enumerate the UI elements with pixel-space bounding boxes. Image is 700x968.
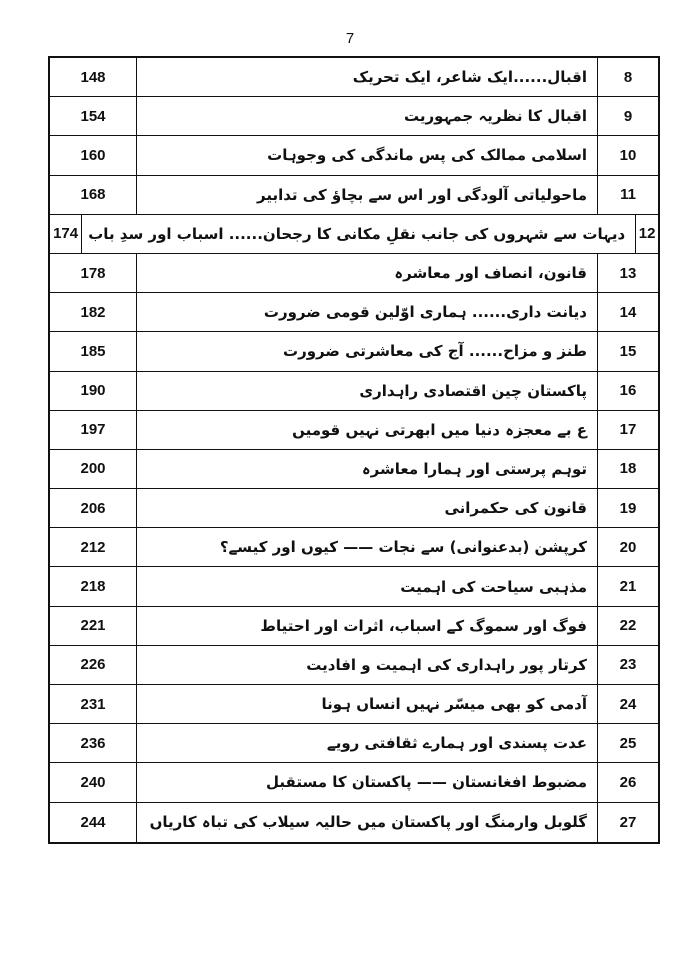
chapter-number-cell: 18 <box>619 460 637 478</box>
chapter-title-cell: طنز و مزاح...... آج کی معاشرتی ضرورت <box>137 332 598 370</box>
chapter-title-cell: اسلامی ممالک کی پس ماندگی کی وجوہات <box>137 136 598 174</box>
table-row <box>50 646 658 685</box>
chapter-number-cell: 23 <box>619 656 637 674</box>
chapter-title-cell: اقبال......ایک شاعر، ایک تحریک <box>137 58 598 96</box>
chapter-title-cell: فوگ اور سموگ کے اسباب، اثرات اور احتیاط <box>137 607 598 645</box>
page-reference-cell: 190 <box>50 372 137 410</box>
page-reference-cell: 226 <box>50 646 137 684</box>
table-row <box>50 411 658 450</box>
chapter-title-cell: ع بے معجزہ دنیا میں ابھرتی نہیں قومیں <box>137 411 598 449</box>
page-reference-cell: 174 <box>50 215 82 253</box>
table-row <box>50 489 658 528</box>
table-row <box>50 803 658 842</box>
page-reference-cell: 206 <box>50 489 137 527</box>
page-number: 7 <box>345 30 355 47</box>
page-reference-cell: 218 <box>50 567 137 605</box>
chapter-number-cell: 15 <box>619 342 637 360</box>
table-row <box>50 567 658 606</box>
chapter-title-cell: گلوبل وارمنگ اور پاکستان میں حالیہ سیلاب کی تباہ کاریاں <box>137 803 598 842</box>
page-reference-cell: 236 <box>50 724 137 762</box>
chapter-number-cell: 19 <box>619 499 637 517</box>
chapter-title-cell: پاکستان چین اقتصادی راہداری <box>137 372 598 410</box>
chapter-title-cell: قانون، انصاف اور معاشرہ <box>137 254 598 292</box>
chapter-number-cell: 8 <box>623 68 633 86</box>
table-of-contents <box>48 56 660 844</box>
chapter-number-cell: 25 <box>619 734 637 752</box>
table-row <box>50 724 658 763</box>
table-row <box>50 97 658 136</box>
chapter-number-cell: 26 <box>619 773 637 791</box>
chapter-title-cell: مذہبی سیاحت کی اہمیت <box>137 567 598 605</box>
chapter-number-cell: 16 <box>619 382 637 400</box>
page-reference-cell: 168 <box>50 176 137 214</box>
table-row <box>50 215 658 254</box>
chapter-number-cell: 14 <box>619 303 637 321</box>
chapter-number-cell: 11 <box>620 186 636 204</box>
table-row <box>50 332 658 371</box>
chapter-number-cell: 17 <box>619 421 637 439</box>
page-reference-cell: 148 <box>50 58 137 96</box>
table-row <box>50 254 658 293</box>
chapter-title-cell: کرتار پور راہداری کی اہمیت و افادیت <box>137 646 598 684</box>
table-row <box>50 293 658 332</box>
chapter-number-cell: 10 <box>619 146 637 164</box>
chapter-number-cell: 12 <box>638 225 656 243</box>
chapter-number-cell: 21 <box>619 578 637 596</box>
chapter-title-cell: عدت پسندی اور ہمارے ثقافتی رویے <box>137 724 598 762</box>
chapter-number-cell: 27 <box>619 813 637 831</box>
chapter-title-cell: مضبوط افغانستان —— پاکستان کا مستقبل <box>137 763 598 801</box>
page-reference-cell: 160 <box>50 136 137 174</box>
table-row <box>50 763 658 802</box>
table-row <box>50 58 658 97</box>
page-reference-cell: 200 <box>50 450 137 488</box>
table-row <box>50 450 658 489</box>
table-row <box>50 607 658 646</box>
page-reference-cell: 244 <box>50 803 137 842</box>
table-row <box>50 685 658 724</box>
chapter-title-cell: اقبال کا نظریہ جمہوریت <box>137 97 598 135</box>
chapter-number-cell: 24 <box>619 695 637 713</box>
table-row <box>50 528 658 567</box>
chapter-title-cell: ماحولیاتی آلودگی اور اس سے بچاؤ کی تدابیر <box>137 176 598 214</box>
table-row <box>50 176 658 215</box>
chapter-title-cell: دیہات سے شہروں کی جانب نقلِ مکانی کا رجحان...... اسباب اور سدِ باب <box>82 215 636 253</box>
chapter-title-cell: قانون کی حکمرانی <box>137 489 598 527</box>
page-reference-cell: 182 <box>50 293 137 331</box>
page-reference-cell: 185 <box>50 332 137 370</box>
page-reference-cell: 231 <box>50 685 137 723</box>
chapter-number-cell: 22 <box>619 617 637 635</box>
chapter-number-cell: 20 <box>619 538 637 556</box>
page-reference-cell: 221 <box>50 607 137 645</box>
table-row <box>50 372 658 411</box>
page-reference-cell: 197 <box>50 411 137 449</box>
chapter-number-cell: 9 <box>623 107 633 125</box>
chapter-number-cell: 13 <box>619 264 637 282</box>
table-row <box>50 136 658 175</box>
page-reference-cell: 240 <box>50 763 137 801</box>
page-reference-cell: 212 <box>50 528 137 566</box>
chapter-title-cell: دیانت داری...... ہماری اوّلین قومی ضرورت <box>137 293 598 331</box>
page-reference-cell: 154 <box>50 97 137 135</box>
chapter-title-cell: آدمی کو بھی میسّر نہیں انساں ہونا <box>137 685 598 723</box>
chapter-title-cell: توہم پرستی اور ہمارا معاشرہ <box>137 450 598 488</box>
chapter-title-cell: کرپشن (بدعنوانی) سے نجات —— کیوں اور کیسے؟ <box>137 528 598 566</box>
page-reference-cell: 178 <box>50 254 137 292</box>
